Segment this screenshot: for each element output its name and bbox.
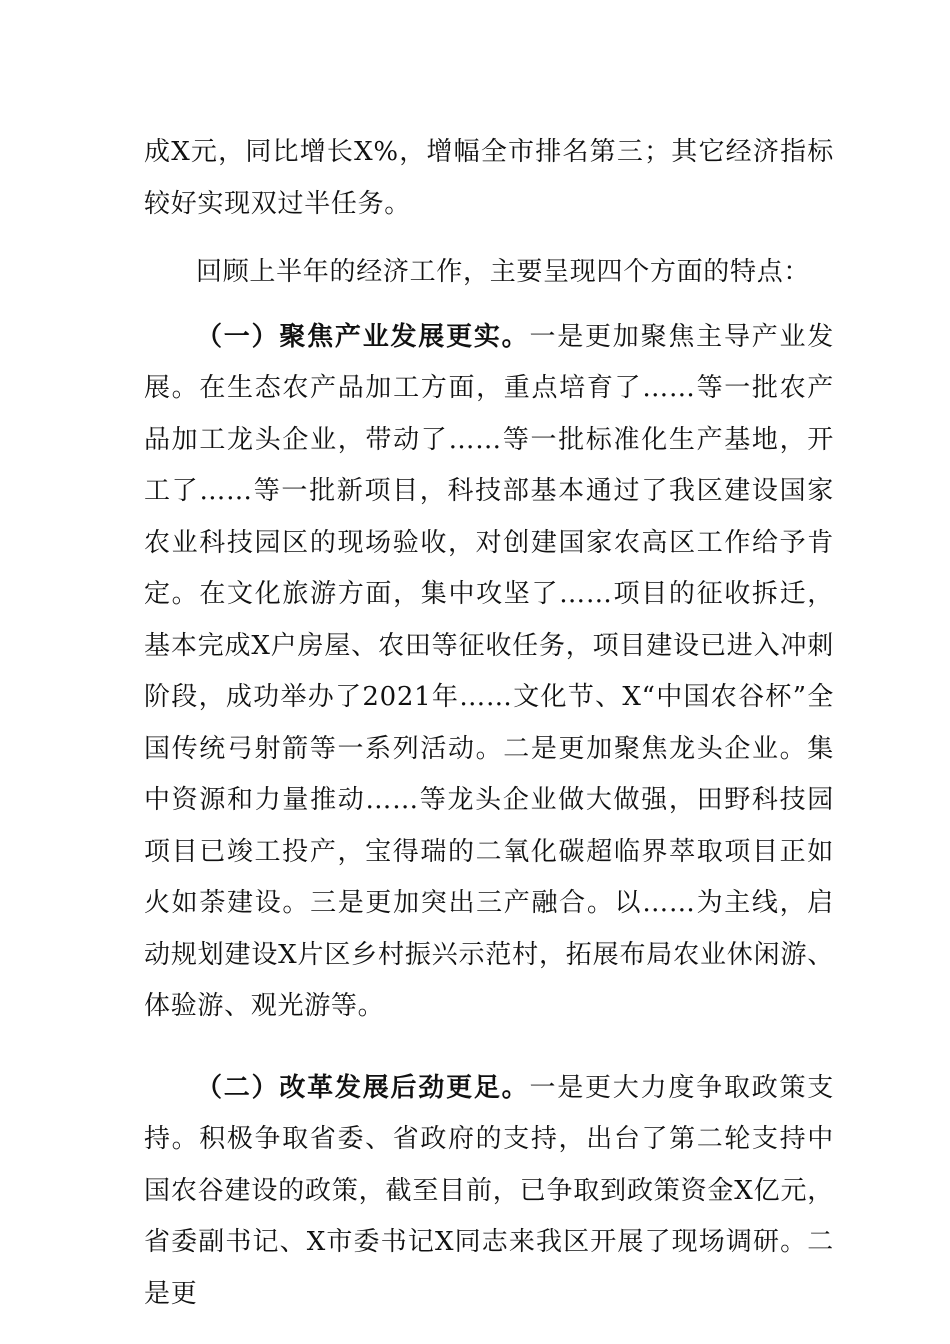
paragraph-review-intro (144, 247, 834, 299)
section-heading: （一）聚焦产业发展更实。 (196, 321, 530, 352)
paragraph-text: 回顾上半年的经济工作，主要呈现四个方面的特点： (196, 257, 811, 287)
paragraph-text: 成X元，同比增长X%，增幅全市排名第三；其它经济指标较好实现双过半任务。 (144, 137, 834, 219)
document-body (144, 127, 834, 1320)
paragraph-section-2 (144, 1063, 834, 1321)
section-heading: （二）改革发展后劲更足。 (196, 1072, 530, 1103)
paragraph-text: 一是更加聚焦主导产业发展。在生态农产品加工方面，重点培育了……等一批农产品加工龙头企业，带动了……等一批标准化生产基地，开工了……等一批新项目，科技部基本通过了我区建设国家农业科技园区的现场验收，对创建国家农高区工作给予肯定。在文化旅游方面，集中攻坚了……项目的征收拆迁，基本完成X户房屋、农田等征收任务，项目建设已进入冲刺阶段，成功举办了2021年……文化节、X“中国农谷杯”全国传统弓射箭等一系列活动。二是更加聚焦龙头企业。集中资源和力量推动……等龙头企业做大做强，田野科技园项目已竣工投产，宝得瑞的二氧化碳超临界萃取项目正如火如荼建设。三是更加突出三产融合。以……为主线，启动规划建设X片区乡村振兴示范村，拓展布局农业休闲游、体验游、观光游等。 (144, 321, 834, 1021)
paragraph-text: 一是更大力度争取政策支持。积极争取省委、省政府的支持，出台了第二轮支持中国农谷建设的政策，截至目前，已争取到政策资金X亿元，省委副书记、X市委书记X同志来我区开展了现场调研。二是更 (144, 1072, 834, 1309)
paragraph-section-1 (144, 312, 834, 1033)
paragraph-continued (144, 127, 834, 230)
